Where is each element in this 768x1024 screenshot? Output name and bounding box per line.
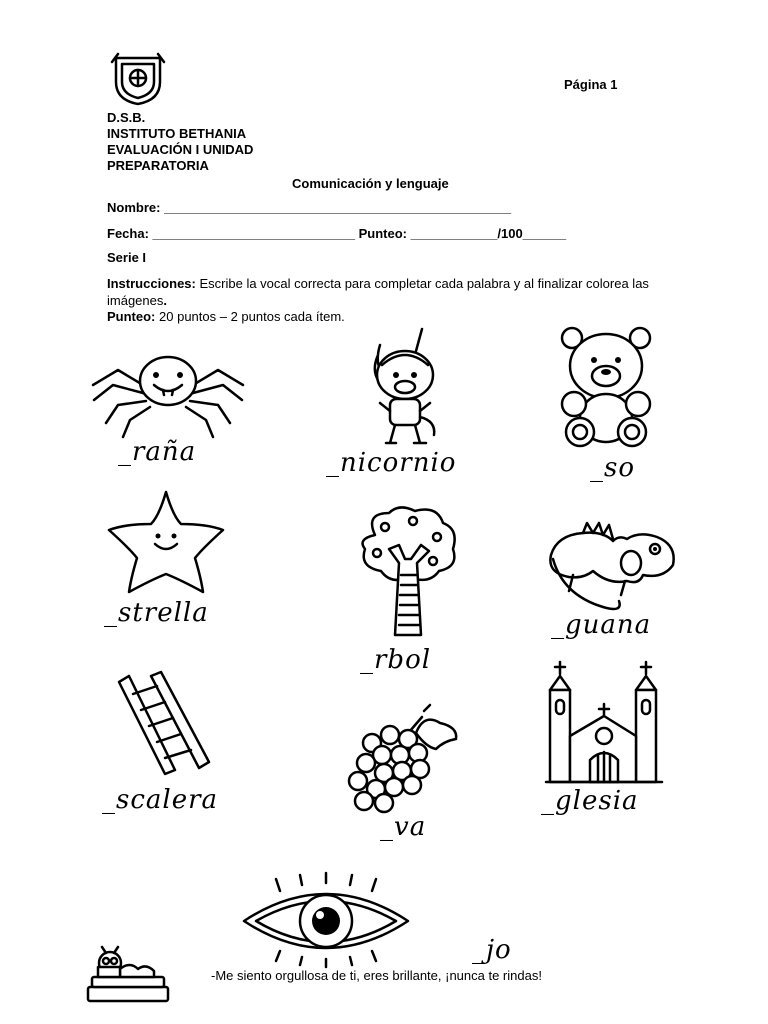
date-blank: ____________________________ xyxy=(152,226,355,241)
eye-icon xyxy=(240,877,412,962)
word-estrella: _strella xyxy=(104,598,209,628)
tree-icon xyxy=(355,505,460,640)
grapes-icon xyxy=(340,703,462,815)
footer-message: -Me siento orgullosa de ti, eres brillante, ¡nunca te rindas! xyxy=(211,968,542,983)
church-icon xyxy=(546,660,662,786)
points-line xyxy=(107,308,345,325)
instructions xyxy=(107,275,677,309)
spider-icon xyxy=(88,345,248,440)
instructions-label: Instrucciones: xyxy=(107,276,196,291)
points-text: 20 puntos – 2 puntos cada ítem. xyxy=(159,309,345,324)
header-line-3: EVALUACIÓN I UNIDAD xyxy=(107,142,254,157)
instructions-end: . xyxy=(163,293,167,308)
instructions-text: Escribe la vocal correcta para completar cada palabra y al finalizar colorea las imágenes xyxy=(107,276,649,308)
word-uva: _va xyxy=(380,812,427,842)
word-escalera: _scalera xyxy=(102,785,219,815)
ladder-icon xyxy=(115,672,215,776)
school-seal-icon xyxy=(110,52,166,106)
subject-title: Comunicación y lenguaje xyxy=(292,176,449,191)
score-blank: ____________/100______ xyxy=(410,226,567,241)
name-blank: ________________________________________________ xyxy=(164,200,512,215)
word-unicornio: _nicornio xyxy=(326,448,457,478)
bookworm-icon xyxy=(84,945,170,1005)
unicorn-icon xyxy=(360,325,450,450)
word-arana: _raña xyxy=(118,437,197,467)
star-icon xyxy=(103,488,229,596)
name-field[interactable] xyxy=(107,200,511,216)
page-number: Página 1 xyxy=(564,77,618,92)
serie-title: Serie I xyxy=(107,250,147,265)
word-ojo: _jo xyxy=(472,935,512,965)
header-line-2: INSTITUTO BETHANIA xyxy=(107,126,247,141)
bear-icon xyxy=(556,322,656,447)
name-label: Nombre: xyxy=(107,200,161,215)
points-label: Punteo: xyxy=(107,309,156,324)
word-iglesia: _glesia xyxy=(541,786,639,816)
iguana-icon xyxy=(543,515,679,615)
header-line-4: PREPARATORIA xyxy=(107,158,209,173)
header-line-1: D.S.B. xyxy=(107,110,146,125)
date-label: Fecha: xyxy=(107,226,149,241)
word-arbol: _rbol xyxy=(360,645,432,675)
word-oso: _so xyxy=(590,453,635,483)
word-iguana: _guana xyxy=(551,610,652,640)
date-field[interactable] xyxy=(107,226,566,242)
score-label: Punteo: xyxy=(358,226,407,241)
